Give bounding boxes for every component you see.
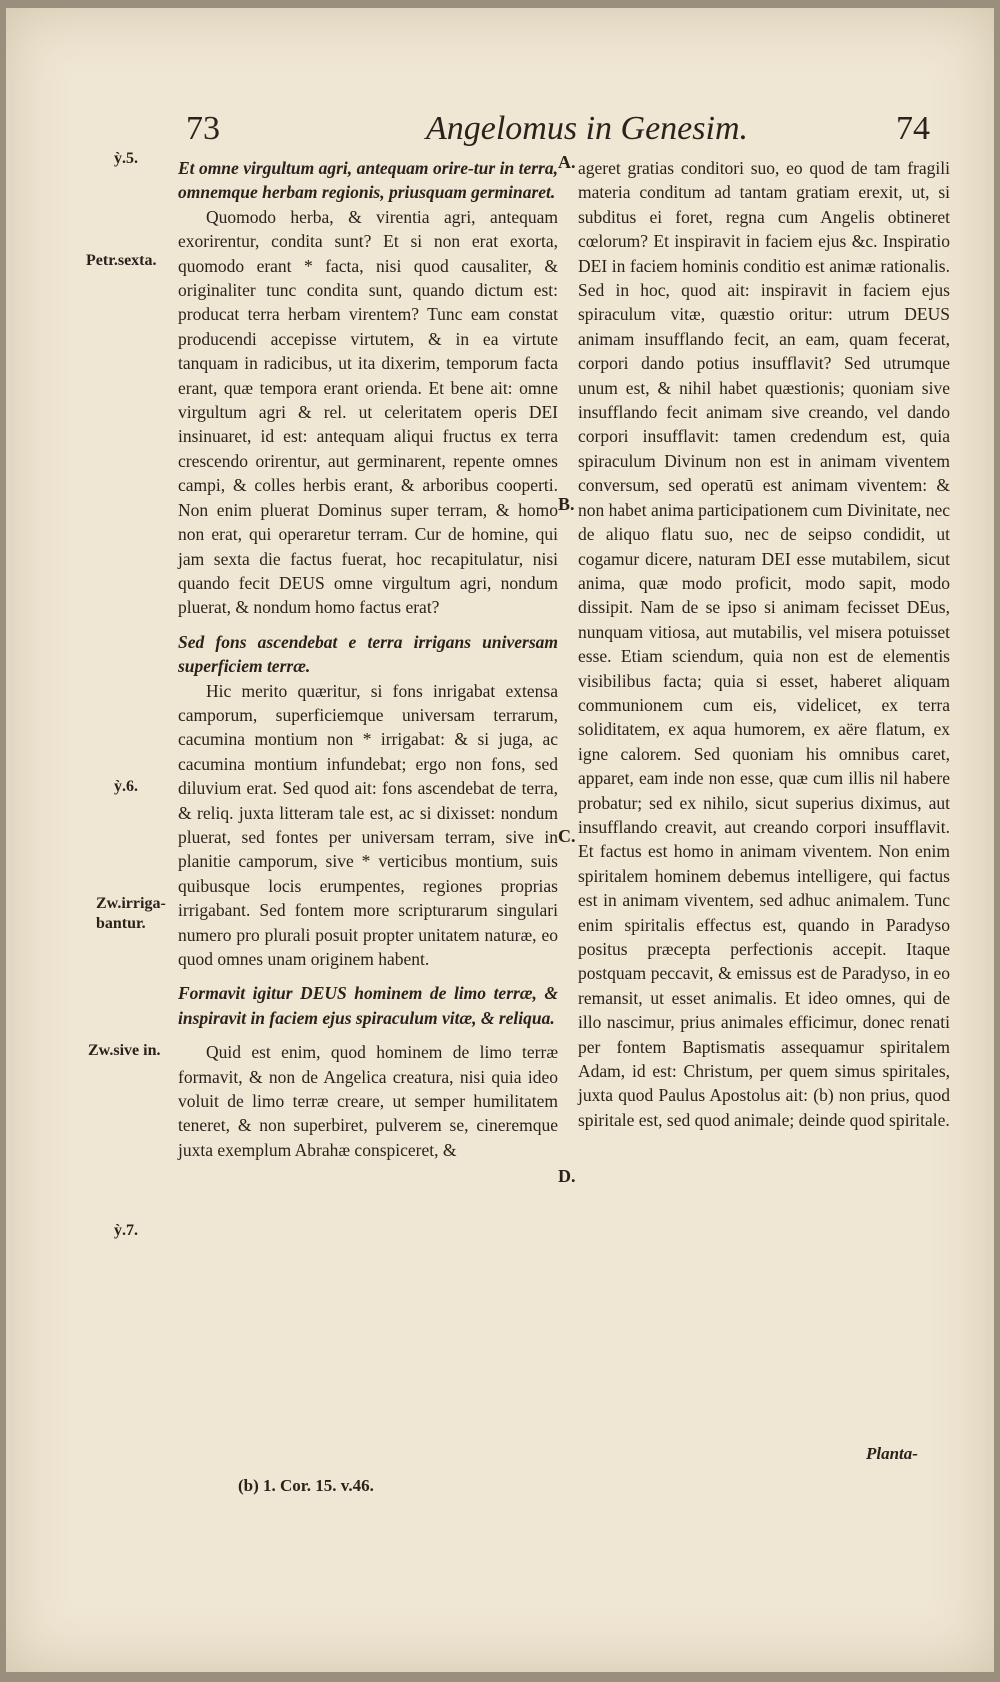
margin-verse-5: ỳ.5. <box>114 150 138 167</box>
section-marker-b: B. <box>558 494 575 514</box>
left-column <box>178 156 558 1162</box>
margin-note-petr: Petr.sexta. <box>86 252 157 269</box>
commentary-paragraph: ageret gratias conditori suo, eo quod de tam fragili materia conditum ad tantam gratiam erexit, ut, si subditus ei foret, regna cum Angelis obtineret cœlorum? Et inspiravit in faciem ejus &c. Inspiratio DEI in faciem hominis conditio est animæ rationalis. Sed in hoc, quod ait: inspiravit in faciem ejus spiraculum vitæ, quæstio oritur: utrum DEUS animam insufflando fecit, an eam, quam fecerat, corpori dando potius insufflavit? Sed utrumque unum est, & nihil habet quæstionis; quoniam sive insufflando fecit animam sive creando, vel dando corpori insufflavit: tamen credendum est, quia spiraculum Divinum non est in animam viventem conversum, sed operatū est animam viventem: & non habet anima participationem cum Divinitate, nec de aliquo flatu suo, nec de seipso condidit, ut cogamur dicere, naturam DEI esse mutabilem, sicut anima, quæ modo proficit, modo sapit, modo dissipit. Nam de se ipso si animam fecisset DEus, nunquam vitiosa, aut mutabilis, vel misera potuisset esse. Etiam sciendum, quia non est de elementis visibilibus facta; quia si esset, haberet aliquam communionem cum eis, videlicet, ex terra soliditatem, ex aqua humorem, ex aëre flatum, ex igne calorem. Sed quoniam his omnibus caret, apparet, eam inde non esse, quæ cum illis nil habere probatur; sed ex nihilo, sicut superius diximus, aut insufflando creavit, aut creando corpori insufflavit. Et factus est homo in animam viventem. Non enim spiritalem hominem debemus intelligere, qui factus est in animam viventem, sed adhuc animalem. Tunc enim spiritalis effectus est, quando in Paradyso positus præcepta perfectionis accepit. Itaque postquam peccavit, & emissus est de Paradyso, in eo remansit, ut esset animalis. Et ideo omnes, qui de illo nascimur, prius animales efficimur, donec renati per fontem Baptismatis assequamur spiritalem Adam, id est: Christum, per quem simus spiritales, juxta quod Paulus Apostolus ait: (b) non prius, quod spiritale est, sed quod animale; deinde quod spiritale. <box>578 158 950 1130</box>
commentary-paragraph: Hic merito quæritur, si fons inrigabat extensa camporum, superficiemque universam terrarum, cacumina montium non * irrigabat: & si juga, ac cacumina montium infundebat; ergo non fons, sed diluvium erat. Sed quod ait: fons ascendebat de terra, & reliq. juxta litteram tale est, ac si dixisset: nondum pluerat, sed fontes per universam terram, sive in planitie camporum, sive * verticibus montium, suis quibusque locis erumpentes, regiones proprias irrigabant. Sed fontem more scripturarum singulari numero pro plurali posuit propter unitatem naturæ, eo quod omnes unam originem habent. <box>178 680 558 969</box>
right-column <box>578 156 950 1132</box>
verse-7-text: Formavit igitur DEUS hominem de limo terræ, & inspiravit in faciem ejus spiraculum vitæ, & reliqua. <box>178 983 558 1028</box>
page-header <box>6 110 994 156</box>
section-marker-c: C. <box>558 826 576 846</box>
running-title: Angelomus in Genesim. <box>426 110 749 147</box>
verse-5-text: Et omne virgultum agri, antequam orire-tur in terra, omnemque herbam regionis, priusquam germinaret. <box>178 158 558 203</box>
commentary-paragraph: Quid est enim, quod hominem de limo terræ formavit, & non de Angelica creatura, nisi quia ideo voluit de limo terræ creare, ut semper humilitatem teneret, & non superbiret, pulverem se, cineremque juxta exemplum Abrahæ conspiceret, & <box>178 1042 558 1160</box>
book-page <box>6 8 994 1672</box>
footnote: (b) 1. Cor. 15. v.46. <box>238 1476 374 1495</box>
section-marker-a: A. <box>558 152 576 172</box>
margin-verse-6: ỳ.6. <box>114 778 138 795</box>
margin-note-zw-sive-in: Zw.sive in. <box>88 1042 161 1059</box>
margin-verse-7: ỳ.7. <box>114 1222 138 1239</box>
commentary-paragraph: Quomodo herba, & virentia agri, antequam exorirentur, condita sunt? Et si non erat exorta, quomodo erant * facta, nisi quod causaliter, & originaliter tunc condita sunt, quando dictum est: producat terra herbam virentem? Tunc eam constat producendi accepisse virtutem, & in ea virtute tanquam in radicibus, ut ita dixerim, temporum facta erant, quæ tempora erant orienda. Et bene ait: omne virgultum agri & rel. ut celeritatem operis DEI insinuaret, id est: antequam aliqui fructus ex terra crescendo orirentur, aut germinarent, repente omnes campi, & colles herbis erant, & arboribus cooperti. Non enim pluerat Dominus super terram, & homo non erat, qui operaretur terram. Cur de homine, qui jam sexta die factus fuerat, hoc recapitulatur, nisi quando fecit DEUS omne virgultum agri, nondum pluerat, & nondum homo factus erat? <box>178 206 558 618</box>
margin-note-zw-irrigabantur: Zw.irriga-bantur. <box>96 895 166 932</box>
catchword: Planta- <box>866 1444 918 1463</box>
page-number-right: 74 <box>896 110 930 147</box>
verse-6-text: Sed fons ascendebat e terra irrigans universam superficiem terræ. <box>178 631 558 677</box>
page-number-left: 73 <box>186 110 220 147</box>
section-marker-d: D. <box>558 1166 576 1186</box>
